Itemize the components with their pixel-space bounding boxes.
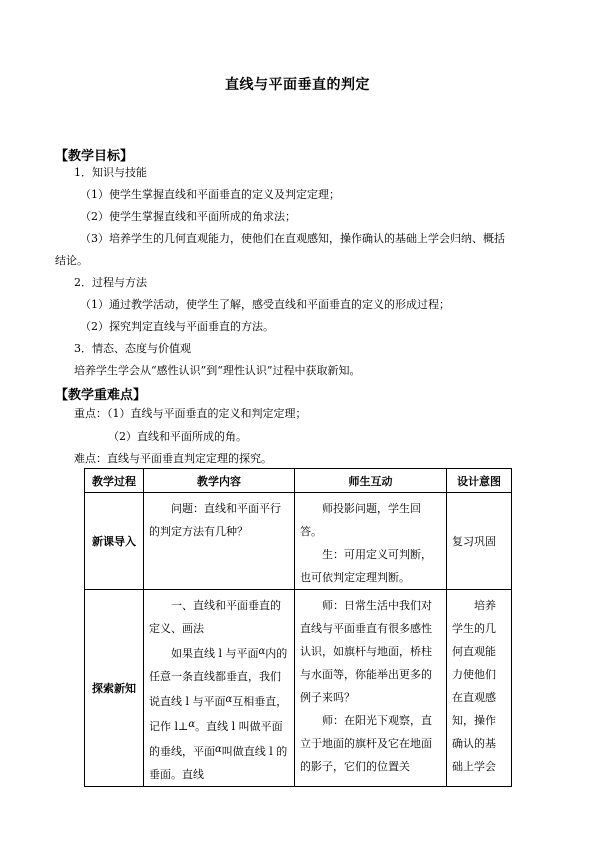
content-fragment: 叫做直线 l 的垂面。直线 xyxy=(149,745,288,781)
table-row xyxy=(85,493,512,590)
header-content: 教学内容 xyxy=(144,469,295,493)
interaction-text: 师投影问题，学生回答。 xyxy=(300,502,421,538)
interaction-text: 师：日常生活中我们对直线与平面垂直有很多感性认识，如旗杆与地面，桥柱与水面等，你能举出更多的例子来吗？ xyxy=(300,599,432,704)
alpha-symbol: α xyxy=(258,646,266,657)
goals-line: 1．知识与技能 xyxy=(74,166,147,179)
lesson-table xyxy=(84,468,512,787)
content-text: 一、直线和平面垂直的定义、画法 xyxy=(149,599,281,635)
key-points-heading: 【教学重难点】 xyxy=(55,388,147,403)
content-fragment: 内的任意一条直线都垂直，我们说直线 l 与平面 xyxy=(149,647,288,708)
header-intent: 设计意图 xyxy=(447,469,512,493)
goals-line: 结论。 xyxy=(55,254,88,267)
content-cell xyxy=(144,493,295,590)
intent-cell xyxy=(447,590,512,787)
goals-line: 2．过程与方法 xyxy=(74,276,147,289)
alpha-symbol: α xyxy=(225,694,233,705)
table-header-row xyxy=(85,469,512,493)
goals-line: （1）通过教学活动，使学生了解，感受直线和平面垂直的定义的形成过程； xyxy=(80,298,450,311)
goals-line: 培养学生学会从“感性认识”到“理性认识”过程中获取新知。 xyxy=(74,364,361,377)
goals-line: （3）培养学生的几何直观能力，使他们在直观感知，操作确认的基础上学会归纳、概括 xyxy=(80,232,505,245)
key-points-line: 重点：（1）直线与平面垂直的定义和判定定理； xyxy=(74,407,307,420)
content-fragment: 互相垂直，记作 l⊥ xyxy=(149,695,288,733)
interaction-text: 师：在阳光下观察，直立于地面的旗杆及它在地面的影子，它们的位置关 xyxy=(300,714,432,773)
goals-line: 3．情态、态度与价值观 xyxy=(74,342,191,355)
intent-text: 复习巩固 xyxy=(452,534,496,548)
goals-line: （2）探究判定直线与平面垂直的方法。 xyxy=(80,320,274,333)
content-text xyxy=(149,640,289,786)
intent-text: 培养学生的几何直观能力使他们在直观感知，操作确认的基础上学会 xyxy=(452,599,496,773)
intent-cell xyxy=(447,493,512,590)
goals-line: （2）使学生掌握直线和平面所成的角求法； xyxy=(80,210,296,223)
content-fragment: 如果直线 l 与平面 xyxy=(171,647,259,660)
alpha-symbol: α xyxy=(215,744,222,755)
content-cell xyxy=(144,590,295,787)
interaction-cell xyxy=(295,493,447,590)
content-text: 问题：直线和平面平行的判定方法有几种？ xyxy=(149,502,281,538)
header-stage: 教学过程 xyxy=(85,469,144,493)
alpha-symbol: α xyxy=(188,719,196,730)
page-title: 直线与平面垂直的判定 xyxy=(225,77,370,93)
interaction-cell xyxy=(295,590,447,787)
key-points-line: 难点：直线与平面垂直判定定理的探究。 xyxy=(74,452,272,465)
stage-cell: 探索新知 xyxy=(85,590,144,787)
key-points-line: （2）直线和平面所成的角。 xyxy=(108,430,247,443)
table-row xyxy=(85,590,512,787)
interaction-text: 生：可用定义可判断，也可依判定定理判断。 xyxy=(300,548,432,584)
content-fragment: 。直线 l 叫做平面的垂线，平面 xyxy=(149,720,283,758)
goals-heading: 【教学目标】 xyxy=(55,149,134,164)
stage-cell: 新课导入 xyxy=(85,493,144,590)
goals-line: （1）使学生掌握直线和平面垂直的定义及判定定理； xyxy=(80,188,340,201)
header-interaction: 师生互动 xyxy=(295,469,447,493)
